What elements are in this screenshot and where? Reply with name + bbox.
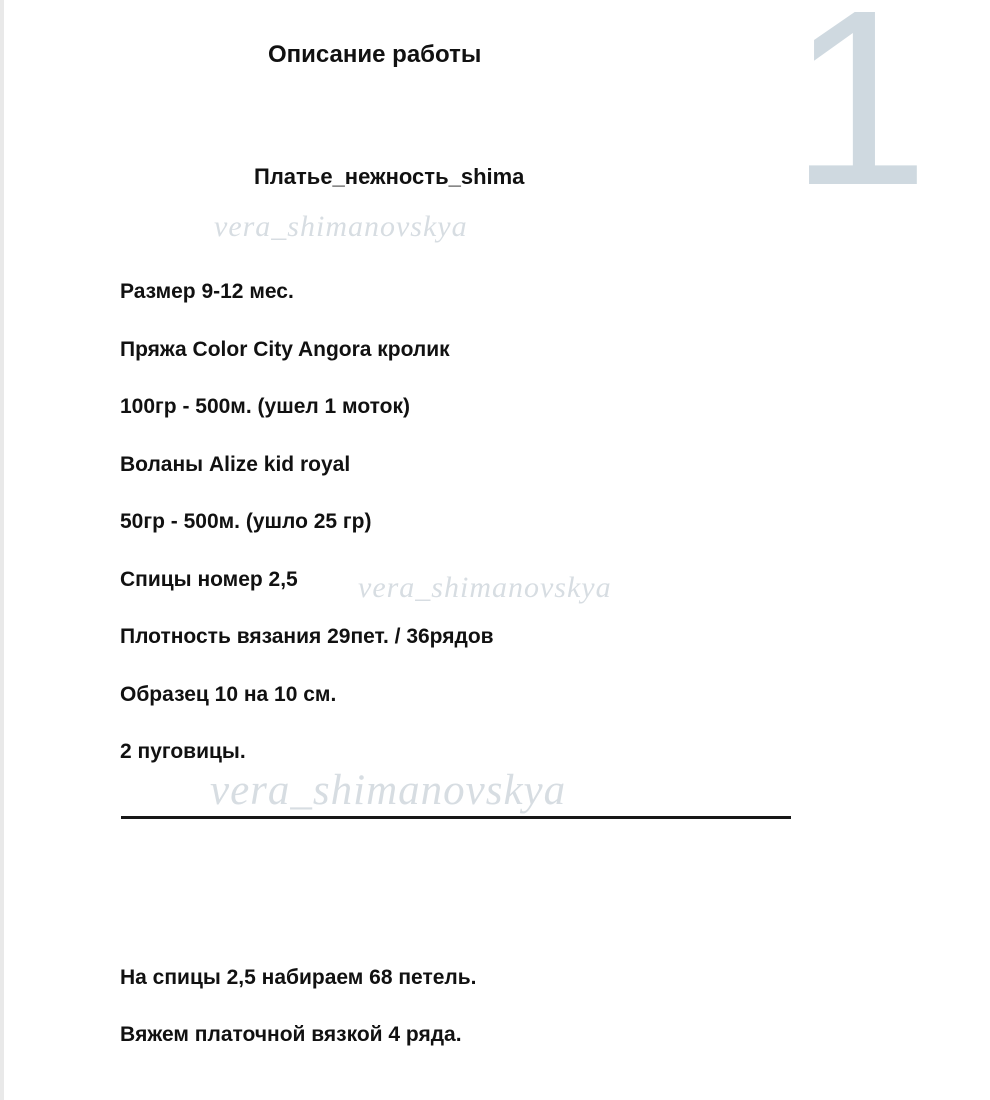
page-left-edge xyxy=(0,0,4,1100)
instruction-step: Вяжем платочной вязкой 4 ряда. xyxy=(120,1023,462,1046)
info-yarn: Пряжа Color City Angora кролик xyxy=(120,337,450,361)
info-swatch: Образец 10 на 10 см. xyxy=(120,682,337,706)
section-divider xyxy=(121,816,791,819)
watermark-bottom: vera_shimanovskya xyxy=(210,767,567,814)
instructions-list xyxy=(120,962,477,1076)
info-frill-yarn: Воланы Alize kid royal xyxy=(120,452,351,476)
materials-list xyxy=(120,276,494,794)
info-gauge: Плотность вязания 29пет. / 36рядов xyxy=(120,625,494,648)
page-title: Описание работы xyxy=(268,41,482,68)
info-frill-weight: 50гр - 500м. (ушло 25 гр) xyxy=(120,510,372,533)
watermark-middle: vera_shimanovskya xyxy=(358,571,612,604)
instruction-step: На спицы 2,5 набираем 68 петель. xyxy=(120,966,477,989)
info-buttons: 2 пуговицы. xyxy=(120,740,246,763)
watermark-top: vera_shimanovskya xyxy=(214,210,468,243)
info-needles: Спицы номер 2,5 xyxy=(120,567,298,591)
pattern-name: Платье_нежность_shima xyxy=(254,164,525,189)
page-number: 1 xyxy=(790,0,926,237)
info-size: Размер 9-12 мес. xyxy=(120,280,294,303)
info-yarn-weight: 100гр - 500м. (ушел 1 моток) xyxy=(120,395,410,418)
